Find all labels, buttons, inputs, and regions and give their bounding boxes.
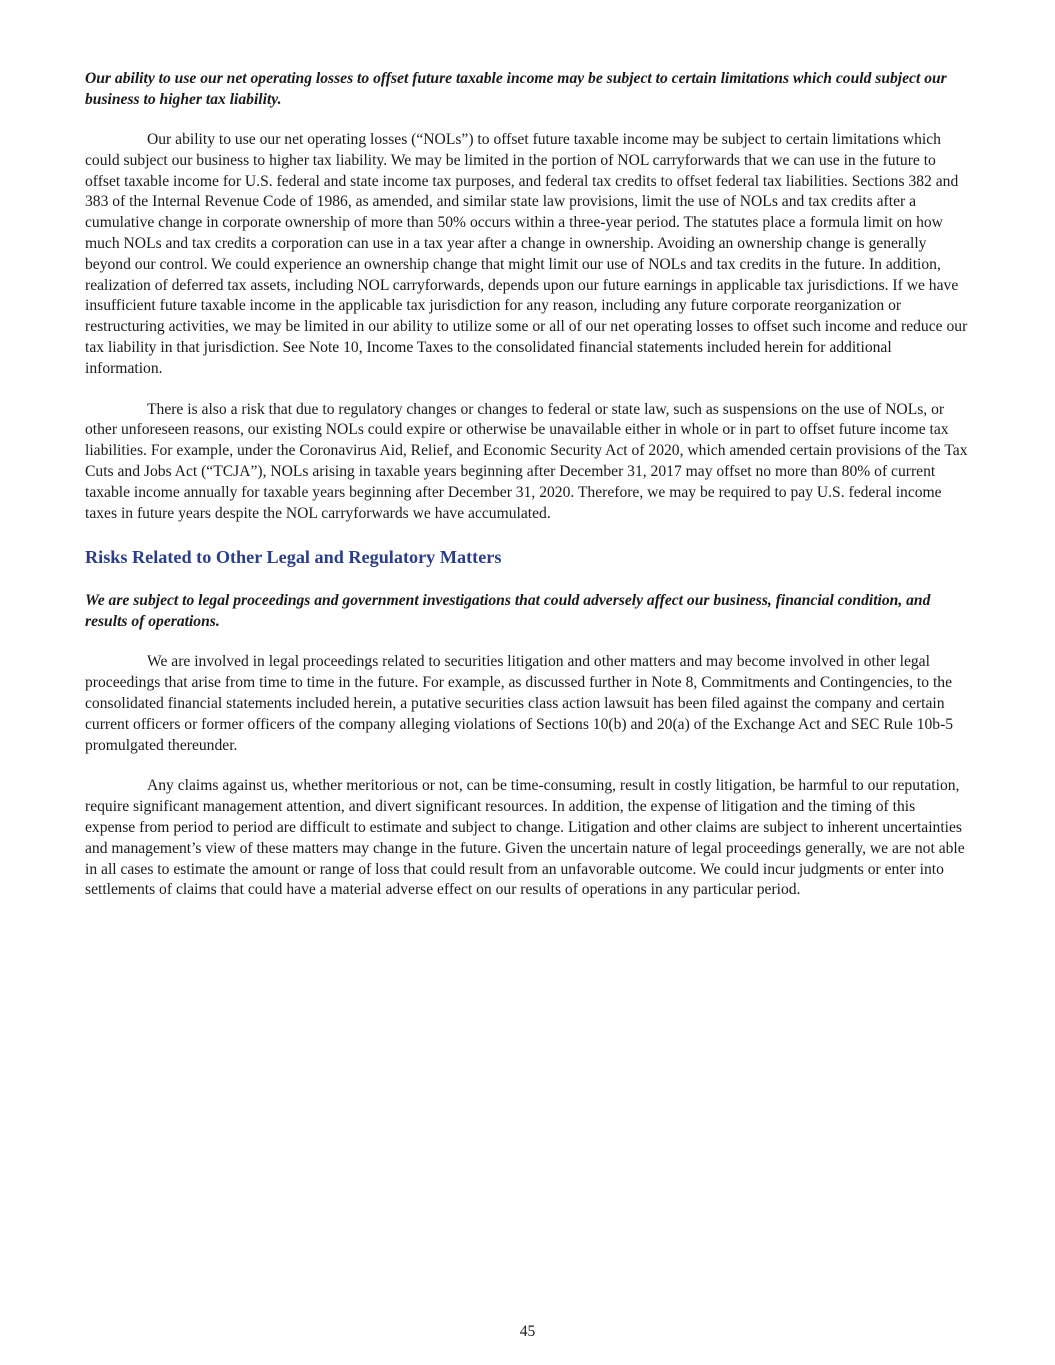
document-page [85,68,969,901]
risk-factor-heading-legal: We are subject to legal proceedings and government investigations that could adversely affect our business, financial condition, and results of operations. [85,592,931,631]
risk-factor-heading-nol: Our ability to use our net operating losses to offset future taxable income may be subject to certain limitations which could subject our business to higher tax liability. [85,70,947,108]
paragraph-legal-proceedings: We are involved in legal proceedings related to securities litigation and other matters and may become involved in other legal proceedings that arise from time to time in the future. For example, as discussed further in Note 8, Commitments and Contingencies, to the consolidated financial statements included herein, a putative securities class action lawsuit has been filed against the company and certain current officers or former officers of the company alleging violations of Sections 10(b) and 20(a) of the Exchange Act and SEC Rule 10b-5 promulgated thereunder. [85,653,954,754]
paragraph-nol-regulatory-risk: There is also a risk that due to regulatory changes or changes to federal or state law, such as suspensions on the use of NOLs, or other unforeseen reasons, our existing NOLs could expire or otherwise be unavailable either in whole or in part to offset future income tax liabilities. For example, under the Coronavirus Aid, Relief, and Economic Security Act of 2020, which amended certain provisions of the Tax Cuts and Jobs Act (“TCJA”), NOLs arising in taxable years beginning after December 31, 2017 may offset no more than 80% of current taxable income annually for taxable years beginning after December 31, 2020. Therefore, we may be required to pay U.S. federal income taxes in future years despite the NOL carryforwards we have accumulated. [85,400,968,522]
page-number: 45 [519,1323,536,1340]
paragraph-claims-against-us: Any claims against us, whether meritorious or not, can be time-consuming, result in costly litigation, be harmful to our reputation, require significant management attention, and divert significant resources. In addition, the expense of litigation and the timing of this expense from period to period are difficult to estimate and subject to change. Litigation and other claims are subject to inherent uncertainties and management’s view of these matters may change in the future. Given the uncertain nature of legal proceedings generally, we are not able in all cases to estimate the amount or range of loss that could result from an unfavorable outcome. We could incur judgments or enter into settlements of claims that could have a material adverse effect on our results of operations in any particular period. [85,777,965,899]
paragraph-nol-limitations: Our ability to use our net operating losses (“NOLs”) to offset future taxable income may be subject to certain limitations which could subject our business to higher tax liability. We may be limited in the portion of NOL carryforwards that we can use in the future to offset taxable income for U.S. federal and state income tax purposes, and federal tax credits to offset federal tax liabilities. Sections 382 and 383 of the Internal Revenue Code of 1986, as amended, and similar state law provisions, limit the use of NOLs and tax credits after a cumulative change in corporate ownership of more than 50% occurs within a three-year period. The statutes place a formula limit on how much NOLs and tax credits a corporation can use in a tax year after a change in ownership. Avoiding an ownership change is generally beyond our control. We could experience an ownership change that might limit our use of NOLs and tax credits in the future. In addition, realization of deferred tax assets, including NOL carryforwards, depends upon our future earnings in applicable tax jurisdictions. If we have insufficient future taxable income in the applicable tax jurisdiction for any reason, including any future corporate reorganization or restructuring activities, we may be limited in our ability to utilize some or all of our net operating losses to offset such income and reduce our tax liability in that jurisdiction. See Note 10, Income Taxes to the consolidated financial statements included herein for additional information. [85,131,968,377]
section-heading-legal-regulatory: Risks Related to Other Legal and Regulatory Matters [85,547,502,568]
